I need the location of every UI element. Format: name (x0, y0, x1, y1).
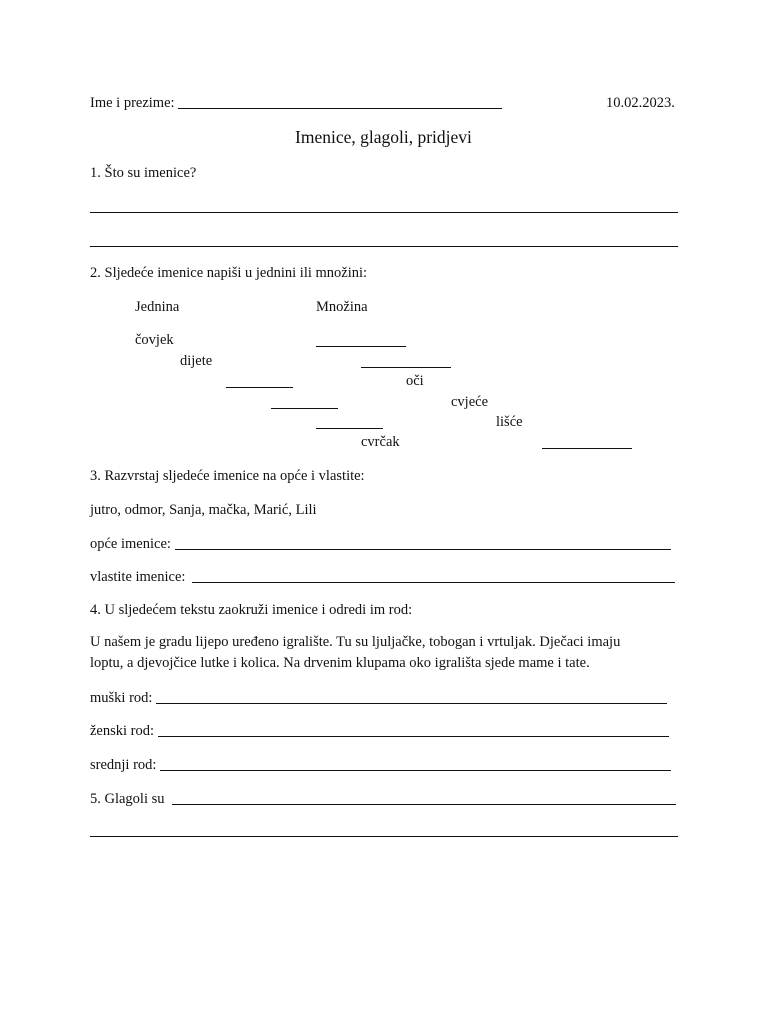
q1-answer-line-2[interactable] (90, 246, 678, 247)
q3-common-answer-line[interactable] (175, 549, 671, 550)
q3-words: jutro, odmor, Sanja, mačka, Marić, Lili (90, 502, 317, 518)
q1-question: 1. Što su imenice? (90, 165, 197, 181)
q1-answer-line-1[interactable] (90, 212, 678, 213)
q2-row-3-singular-blank[interactable] (226, 387, 293, 388)
q3-proper-label: vlastite imenice: (90, 569, 186, 585)
q4-neuter-answer-line[interactable] (160, 770, 671, 771)
q5-answer-line-2[interactable] (90, 836, 678, 837)
q2-row-2-plural-blank[interactable] (361, 367, 451, 368)
q3-common-label: opće imenice: (90, 536, 171, 552)
q2-row-2-singular: dijete (180, 353, 213, 369)
q3-question: 3. Razvrstaj sljedeće imenice na opće i vlastite: (90, 468, 365, 484)
name-label: Ime i prezime: (90, 95, 175, 111)
q4-masculine-label: muški rod: (90, 690, 153, 706)
q2-row-1-plural-blank[interactable] (316, 346, 406, 347)
q2-col-singular: Jednina (135, 299, 180, 315)
q2-row-6-singular: cvrčak (361, 434, 400, 450)
q2-row-1-singular: čovjek (135, 332, 174, 348)
q2-row-4-singular-blank[interactable] (271, 408, 338, 409)
page-title: Imenice, glagoli, pridjevi (295, 127, 472, 147)
q4-question: 4. U sljedećem tekstu zaokruži imenice i odredi im rod: (90, 602, 413, 618)
q2-row-6-plural-blank[interactable] (542, 448, 632, 449)
q2-row-5-singular-blank[interactable] (316, 428, 383, 429)
q4-masculine-answer-line[interactable] (156, 703, 667, 704)
q4-neuter-label: srednji rod: (90, 757, 157, 773)
q3-proper-answer-line[interactable] (192, 582, 675, 583)
q2-row-4-plural: cvjeće (451, 394, 489, 410)
name-answer-line[interactable] (178, 108, 502, 109)
q4-feminine-answer-line[interactable] (158, 736, 669, 737)
q4-text-line-2: loptu, a djevojčice lutke i kolica. Na drvenim klupama oko igrališta sjede mame i tate. (90, 655, 590, 671)
q4-feminine-label: ženski rod: (90, 723, 155, 739)
q2-question: 2. Sljedeće imenice napiši u jednini ili množini: (90, 265, 368, 281)
q2-row-5-plural: lišće (496, 414, 523, 430)
q5-question: 5. Glagoli su (90, 791, 165, 807)
date-text: 10.02.2023. (606, 95, 675, 111)
q4-text (90, 632, 690, 674)
q5-answer-line-1[interactable] (172, 804, 676, 805)
q2-col-plural: Množina (316, 299, 368, 315)
q2-row-3-plural: oči (406, 373, 424, 389)
q4-text-line-1: U našem je gradu lijepo uređeno igralište. Tu su ljuljačke, tobogan i vrtuljak. Dječaci imaju (90, 634, 621, 650)
